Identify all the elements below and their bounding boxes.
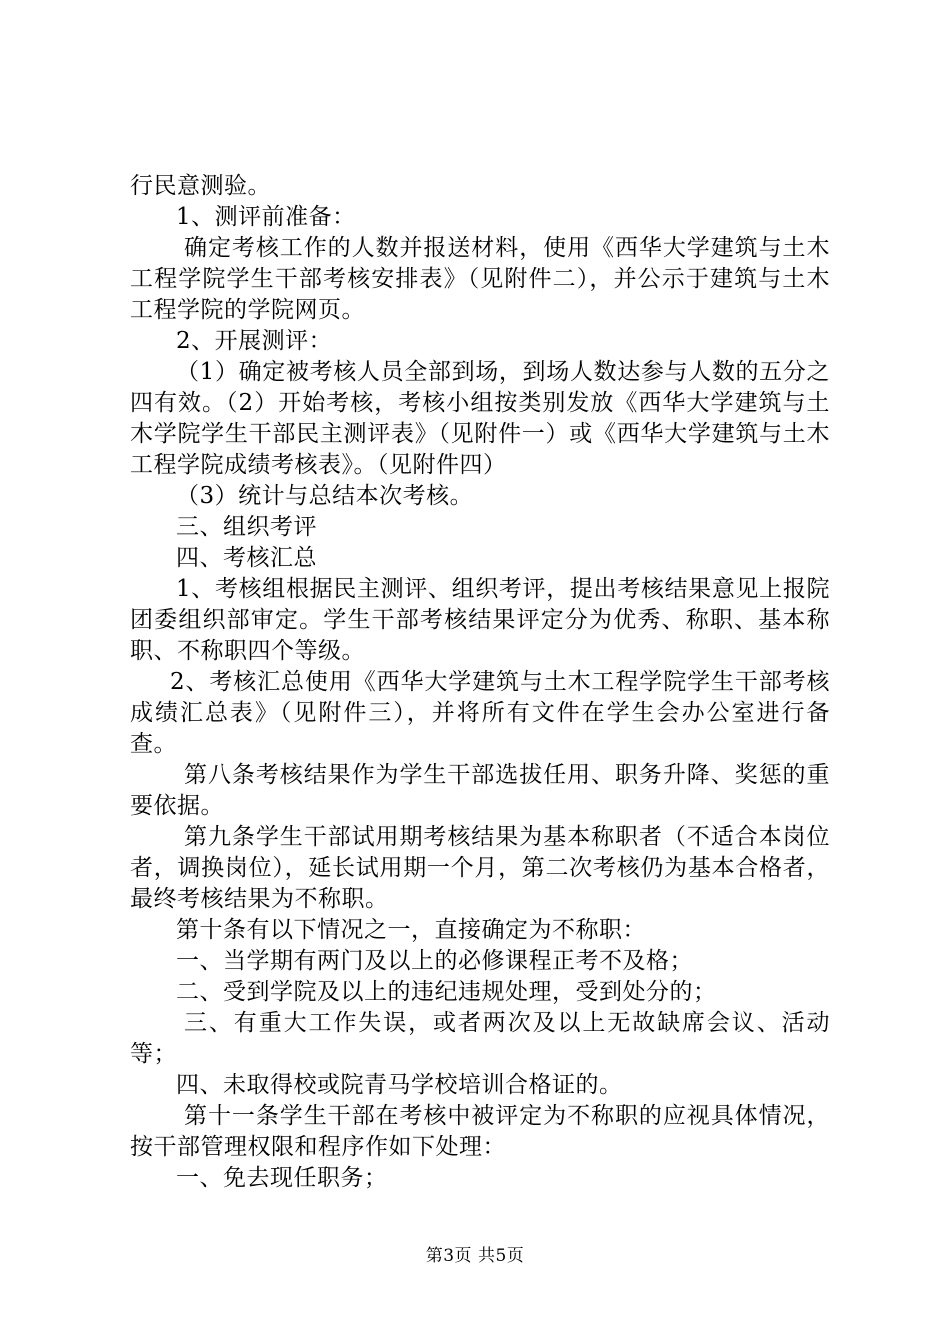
paragraph: （1）确定被考核人员全部到场，到场人数达参与人数的五分之四有效。（2）开始考核，考核小组按类别发放《西华大学建筑与土木学院学生干部民主测评表》（见附件一）或《西华大学建筑与土木工程学院成绩考核表》。（见附件四） bbox=[130, 359, 830, 478]
paragraph: 一、当学期有两门及以上的必修课程正考不及格； bbox=[176, 948, 693, 974]
paragraph: 2、开展测评： bbox=[176, 328, 333, 354]
paragraph: （3）统计与总结本次考核。 bbox=[176, 483, 474, 509]
paragraph: 1、测评前准备： bbox=[176, 204, 356, 230]
paragraph: 一、免去现任职务； bbox=[176, 1165, 388, 1191]
paragraph: 2、考核汇总使用《西华大学建筑与土木工程学院学生干部考核成绩汇总表》（见附件三），并将所有文件在学生会办公室进行备查。 bbox=[130, 669, 830, 757]
paragraph: 三、组织考评 bbox=[176, 514, 317, 540]
page-number-footer: 第3页 共5页 bbox=[425, 1246, 525, 1266]
paragraph: 第十一条学生干部在考核中被评定为不称职的应视具体情况，按干部管理权限和程序作如下处理： bbox=[130, 1103, 830, 1160]
paragraph: 第九条学生干部试用期考核结果为基本称职者（不适合本岗位者，调换岗位），延长试用期一个月，第二次考核仍为基本合格者，最终考核结果为不称职。 bbox=[130, 824, 830, 912]
paragraph: 三、有重大工作失误，或者两次及以上无故缺席会议、活动等； bbox=[130, 1010, 830, 1067]
paragraph: 行民意测验。 bbox=[130, 173, 271, 199]
paragraph: 四、未取得校或院青马学校培训合格证的。 bbox=[176, 1072, 623, 1098]
paragraph: 第八条考核结果作为学生干部选拔任用、职务升降、奖惩的重要依据。 bbox=[130, 762, 830, 819]
paragraph: 确定考核工作的人数并报送材料，使用《西华大学建筑与土木工程学院学生干部考核安排表》（见附件二），并公示于建筑与土木工程学院的学院网页。 bbox=[130, 235, 830, 323]
paragraph: 二、受到学院及以上的违纪违规处理，受到处分的； bbox=[176, 979, 717, 1005]
paragraph: 四、考核汇总 bbox=[176, 545, 317, 571]
paragraph: 1、考核组根据民主测评、组织考评，提出考核结果意见上报院团委组织部审定。学生干部考核结果评定分为优秀、称职、基本称职、不称职四个等级。 bbox=[130, 576, 830, 664]
document-body bbox=[130, 171, 830, 1194]
paragraph: 第十条有以下情况之一，直接确定为不称职： bbox=[176, 917, 646, 943]
